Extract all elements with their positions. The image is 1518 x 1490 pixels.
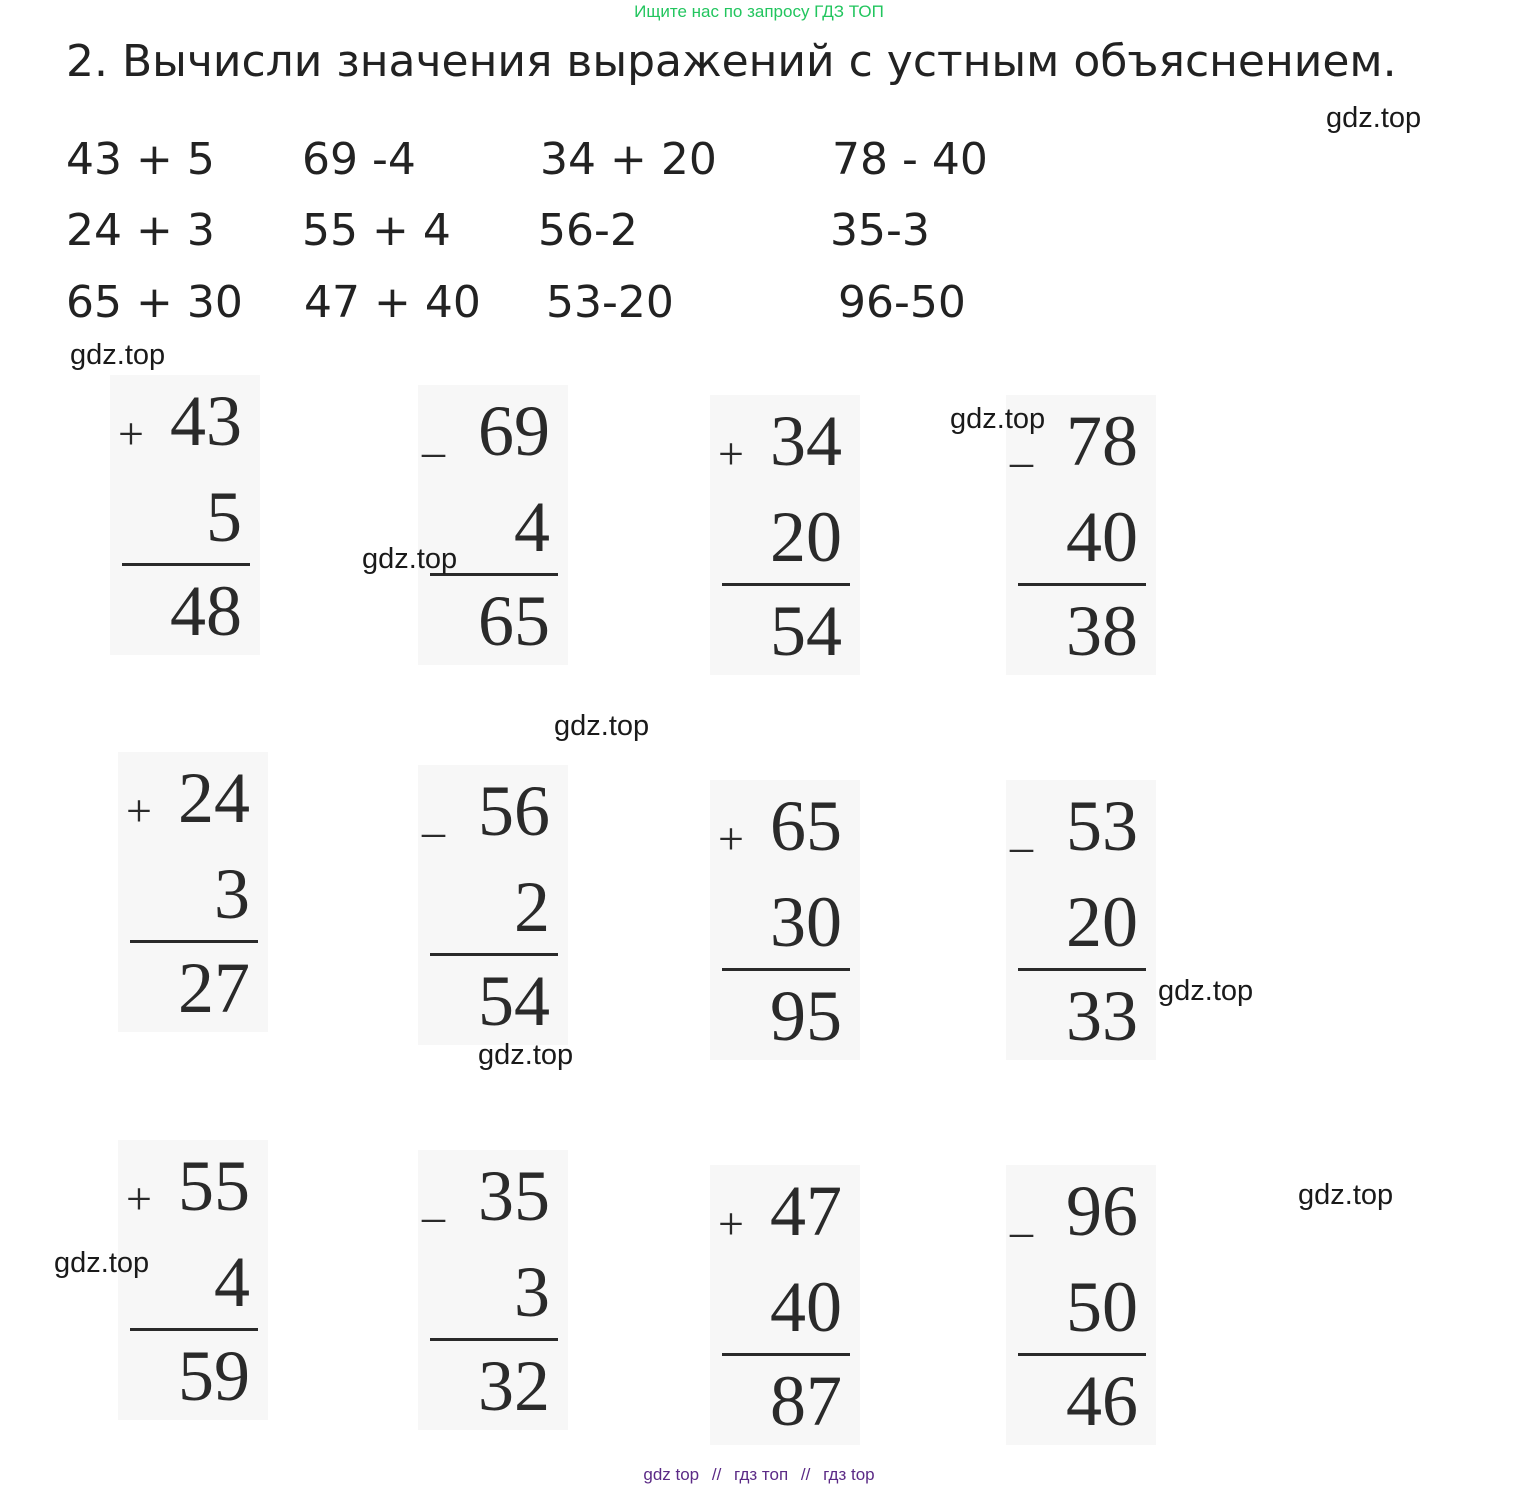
- column-calculation: [118, 1140, 268, 1420]
- first-operand: 35: [478, 1156, 550, 1236]
- footer: [0, 1463, 1518, 1487]
- minus-sign: _: [1010, 1190, 1033, 1241]
- watermark: gdz.top: [1326, 102, 1422, 134]
- result-line: [430, 1338, 558, 1341]
- result: 48: [170, 571, 242, 651]
- first-operand: 43: [170, 381, 242, 461]
- second-operand: 50: [1066, 1267, 1138, 1347]
- result: 32: [478, 1346, 550, 1426]
- column-calculation: [110, 375, 260, 655]
- expression: 55 + 4: [302, 205, 451, 256]
- result: 46: [1066, 1361, 1138, 1441]
- watermark: gdz.top: [950, 403, 1046, 435]
- expression: 96-50: [838, 277, 966, 328]
- second-operand: 3: [514, 1252, 550, 1332]
- plus-sign: +: [118, 408, 144, 459]
- result-line: [1018, 1353, 1146, 1356]
- second-operand: 40: [1066, 497, 1138, 577]
- first-operand: 56: [478, 771, 550, 851]
- column-calculation: [710, 395, 860, 675]
- result-line: [130, 1328, 258, 1331]
- plus-sign: +: [126, 1173, 152, 1224]
- second-operand: 40: [770, 1267, 842, 1347]
- first-operand: 53: [1066, 786, 1138, 866]
- second-operand: 20: [1066, 882, 1138, 962]
- result: 87: [770, 1361, 842, 1441]
- second-operand: 30: [770, 882, 842, 962]
- column-calculation: [418, 1150, 568, 1430]
- footer-link[interactable]: гдз top: [823, 1465, 875, 1484]
- expression: 34 + 20: [540, 134, 717, 185]
- column-calculation: [1006, 1165, 1156, 1445]
- first-operand: 78: [1066, 401, 1138, 481]
- result: 65: [478, 581, 550, 661]
- watermark: gdz.top: [1158, 975, 1254, 1007]
- second-operand: 5: [206, 477, 242, 557]
- result: 95: [770, 976, 842, 1056]
- result: 38: [1066, 591, 1138, 671]
- watermark: gdz.top: [362, 543, 458, 575]
- footer-separator: //: [800, 1465, 811, 1484]
- expression: 24 + 3: [66, 205, 215, 256]
- expression: 78 - 40: [832, 134, 988, 185]
- expression: 35-3: [830, 205, 930, 256]
- second-operand: 2: [514, 867, 550, 947]
- result-line: [722, 968, 850, 971]
- second-operand: 3: [214, 854, 250, 934]
- column-calculation: [418, 765, 568, 1045]
- column-calculation: [710, 1165, 860, 1445]
- second-operand: 4: [514, 487, 550, 567]
- expression: 69 -4: [302, 134, 416, 185]
- footer-link[interactable]: gdz top: [643, 1465, 700, 1484]
- second-operand: 20: [770, 497, 842, 577]
- result-line: [722, 583, 850, 586]
- footer-link[interactable]: гдз топ: [734, 1465, 789, 1484]
- minus-sign: _: [422, 410, 445, 461]
- result-line: [1018, 583, 1146, 586]
- first-operand: 24: [178, 758, 250, 838]
- minus-sign: _: [422, 790, 445, 841]
- column-calculation: [1006, 780, 1156, 1060]
- result: 54: [478, 961, 550, 1041]
- result-line: [722, 1353, 850, 1356]
- banner-text: Ищите нас по запросу ГДЗ ТОП: [634, 2, 884, 21]
- result-line: [430, 953, 558, 956]
- column-calculation: [118, 752, 268, 1032]
- first-operand: 69: [478, 391, 550, 471]
- result: 59: [178, 1336, 250, 1416]
- plus-sign: +: [126, 785, 152, 836]
- plus-sign: +: [718, 813, 744, 864]
- first-operand: 34: [770, 401, 842, 481]
- watermark: gdz.top: [70, 339, 166, 371]
- watermark: gdz.top: [478, 1039, 574, 1071]
- watermark: gdz.top: [554, 710, 650, 742]
- plus-sign: +: [718, 1198, 744, 1249]
- expression: 65 + 30: [66, 277, 243, 328]
- second-operand: 4: [214, 1242, 250, 1322]
- result: 33: [1066, 976, 1138, 1056]
- minus-sign: _: [1010, 420, 1033, 471]
- result: 54: [770, 591, 842, 671]
- first-operand: 47: [770, 1171, 842, 1251]
- task-title: 2. Вычисли значения выражений с устным объяснением.: [66, 36, 1397, 87]
- result-line: [1018, 968, 1146, 971]
- result-line: [130, 940, 258, 943]
- first-operand: 55: [178, 1146, 250, 1226]
- footer-separator: //: [711, 1465, 722, 1484]
- result-line: [122, 563, 250, 566]
- expression: 47 + 40: [304, 277, 481, 328]
- plus-sign: +: [718, 428, 744, 479]
- column-calculation: [1006, 395, 1156, 675]
- expression: 53-20: [546, 277, 674, 328]
- column-calculation: [418, 385, 568, 665]
- watermark: gdz.top: [1298, 1179, 1394, 1211]
- watermark: gdz.top: [54, 1247, 150, 1279]
- result: 27: [178, 948, 250, 1028]
- expression: 56-2: [538, 205, 638, 256]
- first-operand: 65: [770, 786, 842, 866]
- column-calculation: [710, 780, 860, 1060]
- expression: 43 + 5: [66, 134, 215, 185]
- top-banner: [0, 0, 1518, 24]
- first-operand: 96: [1066, 1171, 1138, 1251]
- minus-sign: _: [1010, 805, 1033, 856]
- minus-sign: _: [422, 1175, 445, 1226]
